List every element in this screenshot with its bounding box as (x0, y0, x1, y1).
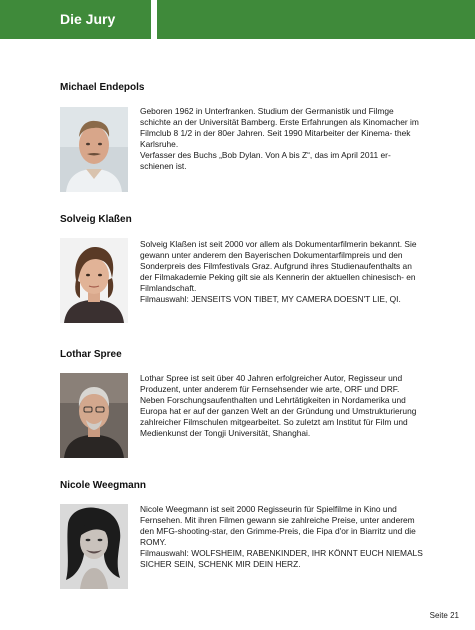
member-bio-weegmann (140, 504, 425, 570)
member-name-weegmann: Nicole Weegmann (60, 480, 146, 491)
bio-paragraph: Nicole Weegmann ist seit 2000 Regisseurin für Spielfilme in Kino und Fernsehen. Mit ihren Filmen gewann sie zahlreiche Preise, unter anderem den MFG-shooting-star, den Grimme-Preis, die Fipa d'or in Biarritz und die ROMY. (140, 504, 416, 547)
header-bar-right (157, 0, 475, 39)
bio-paragraph: Filmauswahl: JENSEITS VON TIBET, MY CAMERA DOESN'T LIE, QI. (140, 294, 401, 304)
bio-paragraph: Lothar Spree ist seit über 40 Jahren erfolgreicher Autor, Regisseur und Produzent, unter anderem für Fernsehsender wie arte, ORF und DRF. Neben Forschungsaufenthalten und Lehrtätigkeiten in Nordamerika und Europa hat er auf der ganzen Welt an der Gründung und Umstrukturierung zahlreicher Filmschulen mitgearbeitet. So zuletzt am Institut für Film und Medienkunst der Tongji Universität, Shanghai. (140, 373, 417, 438)
page-header (0, 0, 475, 39)
bio-paragraph: Solveig Klaßen ist seit 2000 vor allem als Dokumentarfilmerin bekannt. Sie gewann unter anderem den Bayerischen Dokumentarfilmpreis und den Sonderpreis des Filmfestivals Graz. Aufgrund ihres Studienaufenthalts an der Filmakademie Peking gilt sie als Kennerin der aktuellen chinesisch- en Filmlandschaft. (140, 239, 417, 293)
bio-paragraph: Verfasser des Buchs „Bob Dylan. Von A bis Z“, das im April 2011 er- schienen ist. (140, 150, 391, 171)
page-number: Seite 21 (429, 611, 459, 620)
portrait-photo-icon (60, 504, 128, 589)
member-bio-klassen (140, 239, 425, 305)
member-photo-klassen (60, 238, 128, 323)
bio-paragraph: Filmauswahl: WOLFSHEIM, RABENKINDER, IHR KÖNNT EUCH NIEMALS SICHER SEIN, SCHENK MIR DEIN HERZ. (140, 548, 423, 569)
member-name-spree: Lothar Spree (60, 349, 122, 360)
page-title: Die Jury (60, 11, 116, 27)
member-bio-spree (140, 373, 425, 439)
portrait-photo-icon (60, 238, 128, 323)
member-photo-weegmann (60, 504, 128, 589)
member-name-klassen: Solveig Klaßen (60, 214, 132, 225)
member-name-endepols: Michael Endepols (60, 82, 145, 93)
bio-paragraph: Geboren 1962 in Unterfranken. Studium der Germanistik und Filmge schichte an der Universität Bamberg. Erste Erfahrungen als Kinomacher im Filmclub 8 1/2 in der 80er Jahren. Seit 1990 Mitarbeiter der Kinema- thek Karlsruhe. (140, 106, 419, 149)
member-photo-spree (60, 373, 128, 458)
member-photo-endepols (60, 107, 128, 192)
member-bio-endepols (140, 106, 425, 172)
portrait-photo-icon (60, 373, 128, 458)
portrait-photo-icon (60, 107, 128, 192)
